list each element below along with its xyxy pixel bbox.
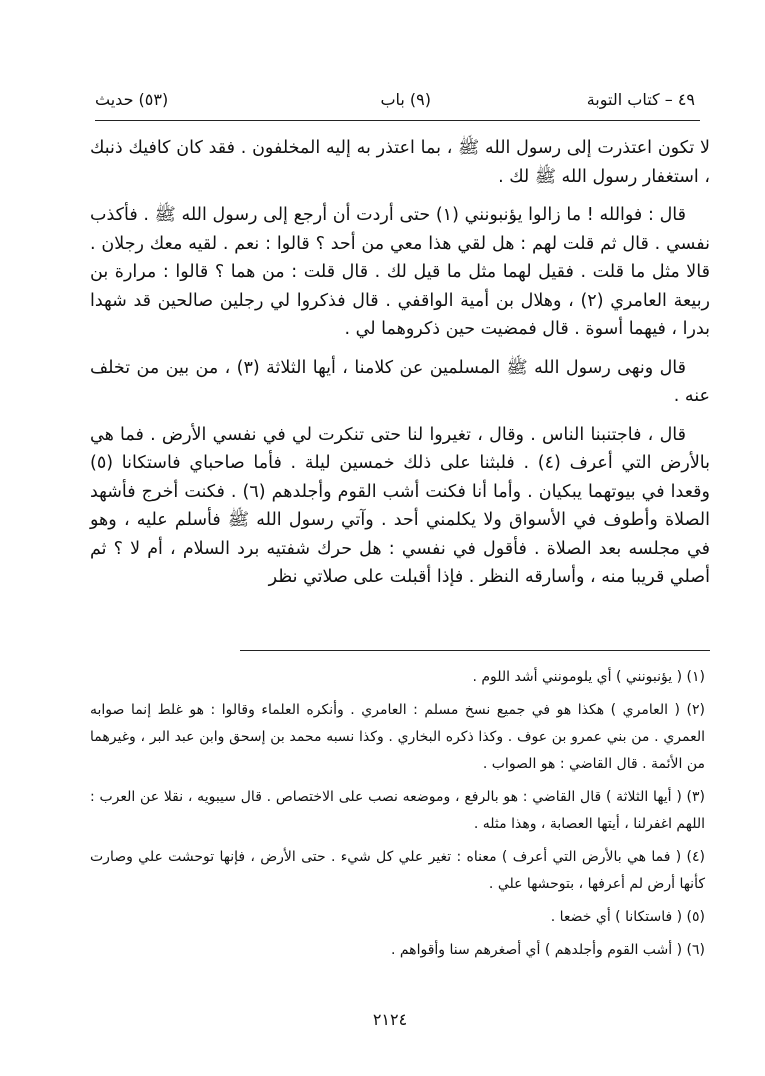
header-rule: [95, 120, 700, 121]
main-text: [90, 134, 710, 602]
footnote: (١) ( يؤنبونني ) أي يلومونني أشد اللوم .: [472, 669, 705, 685]
footnotes: [90, 664, 705, 970]
footnote: (٥) ( فاستكانا ) أي خضعا .: [550, 909, 705, 925]
page-number: ٢١٢٤: [372, 1010, 408, 1029]
paragraph: قال ، فاجتنبنا الناس . وقال ، تغيروا لنا حتى تنكرت لي في نفسي الأرض . فما هي بالأرض التي أعرف (٤) . فلبثنا على ذلك خمسين ليلة . فأما صاحباي فاستكانا (٥) وقعدا في بيوتهما يبكيان . وأما أنا فكنت أشب القوم وأجلدهم (٦) . فكنت أخرج فأشهد الصلاة وأطوف في الأسواق ولا يكلمني أحد . وآتي رسول الله ﷺ فأسلم عليه ، وهو في مجلسه بعد الصلاة . فأقول في نفسي : هل حرك شفتيه برد السلام ، أم لا ؟ ثم أصلي قريبا منه ، وأسارقه النظر . فإذا أقبلت على صلاتي نظر: [90, 424, 711, 587]
footnote-separator: [240, 650, 710, 651]
footnote: (٢) ( العامري ) هكذا هو في جميع نسخ مسلم : العامري . وأنكره العلماء وقالوا : هو غلط إنما صوابه العمري . من بني عمرو بن عوف . وكذا ذكره البخاري . وكذا نسبه محمد بن إسحق وابن عبد البر ، وغيرهما من الأئمة . قال القاضي : هو الصواب .: [90, 702, 705, 772]
running-header: [95, 88, 695, 116]
hadith-number: (٥٣) حديث: [95, 90, 169, 109]
footnote: (٦) ( أشب القوم وأجلدهم ) أي أصغرهم سنا وأقواهم .: [390, 942, 705, 958]
footnote: (٣) ( أيها الثلاثة ) قال القاضي : هو بالرفع ، وموضعه نصب على الاختصاص . قال سيبويه ، نقلا عن العرب : اللهم اغفرلنا ، أيتها العصابة ، وهذا مثله .: [90, 789, 705, 832]
paragraph: قال ونهى رسول الله ﷺ المسلمين عن كلامنا ، أيها الثلاثة (٣) ، من بين من تخلف عنه .: [90, 357, 710, 406]
bab-number: (٩) باب: [380, 90, 431, 109]
paragraph: قال : فوالله ! ما زالوا يؤنبونني (١) حتى أردت أن أرجع إلى رسول الله ﷺ . فأكذب نفسي . قال ثم قلت لهم : هل لقي هذا معي من أحد ؟ قالوا : نعم . لقيه معك رجلان . قالا مثل ما قلت . فقيل لهما مثل ما قيل لك . قال قلت : من هما ؟ قالوا : مرارة بن ربيعة العامري (٢) ، وهلال بن أمية الواقفي . قال فذكروا لي رجلين صالحين قد شهدا بدرا ، فيهما أسوة . قال فمضيت حين ذكروهما لي .: [90, 205, 711, 339]
footnote: (٤) ( فما هي بالأرض التي أعرف ) معناه : تغير علي كل شيء . حتى الأرض ، فإنها توحشت علي وصارت كأنها أرض لم أعرفها ، بتوحشها علي .: [90, 849, 705, 892]
chapter-title: ٤٩ – كتاب التوبة: [586, 90, 695, 109]
paragraph: لا تكون اعتذرت إلى رسول الله ﷺ ، بما اعتذر به إليه المخلفون . فقد كان كافيك ذنبك ، استغفار رسول الله ﷺ لك .: [90, 138, 710, 187]
